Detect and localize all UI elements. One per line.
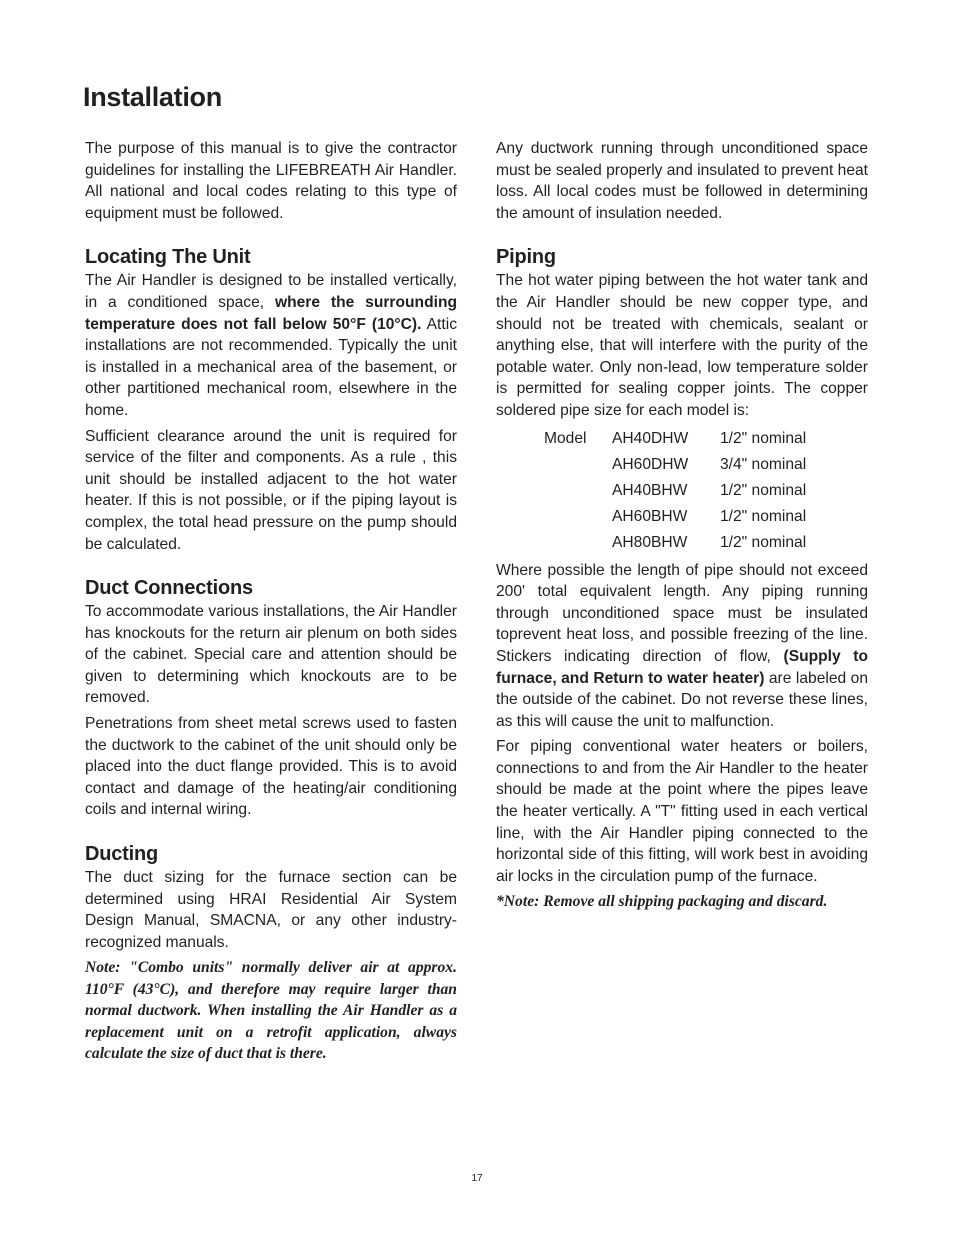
- duct-connections-heading: Duct Connections: [85, 577, 253, 600]
- ductwork-paragraph: Any ductwork running through unconditioned space must be sealed properly and insulated to prevent heat loss. All local codes must be followed in determining the amount of insulation needed.: [496, 140, 868, 222]
- size-cell: 3/4" nominal: [720, 455, 807, 473]
- model-cell: AH60DHW: [612, 455, 689, 473]
- piping-paragraph-1: The hot water piping between the hot water tank and the Air Handler should be new copper type, and should not be treated with chemicals, sealant or anything else, that will interfere with the purity of the potable water. Only non-lead, low temperature solder is permitted for sealing copper joints. The copper soldered pipe size for each model is:: [496, 272, 868, 419]
- model-cell: AH40DHW: [612, 429, 689, 447]
- piping-text-bold: (Supply to furnace, and Return to water heater): [496, 647, 868, 687]
- locating-paragraph-1: [85, 270, 457, 421]
- table-row: [496, 478, 868, 504]
- left-column: [85, 138, 457, 1064]
- size-cell: 1/2" nominal: [720, 533, 807, 551]
- piping-text-b: are labeled on the outside of the cabinet. Do not reverse these lines, as this will cause the unit to malfunction.: [496, 669, 868, 730]
- model-cell: AH40BHW: [612, 481, 688, 499]
- locating-text-b: Attic installations are not recommended. Typically the unit is installed in a mechanical area of the basement, or other partitioned mechanical room, elsewhere in the home.: [85, 315, 457, 419]
- size-cell: 1/2" nominal: [720, 507, 807, 525]
- size-cell: 1/2" nominal: [720, 481, 807, 499]
- model-cell: AH80BHW: [612, 533, 688, 551]
- right-column: [496, 138, 868, 913]
- locating-text-bold: where the surrounding temperature does not fall below 50°F (10°C).: [85, 293, 457, 333]
- ducting-paragraph: The duct sizing for the furnace section can be determined using HRAI Residential Air System Design Manual, SMACNA, or any other industry-recognized manuals.: [85, 869, 457, 951]
- page-number: 17: [471, 1173, 483, 1184]
- piping-paragraph-2: [496, 560, 868, 733]
- locating-heading: Locating The Unit: [85, 246, 251, 269]
- table-row: [496, 504, 868, 530]
- shipping-note: *Note: Remove all shipping packaging and discard.: [496, 893, 828, 911]
- table-row: [496, 452, 868, 478]
- table-label: Model: [544, 429, 587, 447]
- size-cell: 1/2" nominal: [720, 429, 807, 447]
- piping-text-a: Where possible the length of pipe should not exceed 200' total equivalent length. Any piping running through unconditioned space must be insulated toprevent heat loss, and possible freezing of the line. Stickers indicating direction of flow,: [496, 561, 868, 665]
- table-row: [496, 530, 868, 556]
- duct-connections-paragraph-2: Penetrations from sheet metal screws used to fasten the ductwork to the cabinet of the unit should only be placed into the duct flange provided. This is to avoid contact and damage of the heating/air conditioning coils and internal wiring.: [85, 715, 457, 819]
- intro-paragraph: The purpose of this manual is to give the contractor guidelines for installing the LIFEBREATH Air Handler. All national and local codes relating to this type of equipment must be followed.: [85, 140, 457, 222]
- piping-paragraph-3: For piping conventional water heaters or boilers, connections to and from the Air Handler to the heater should be made at the point where the pipes leave the heater vertically. A "T" fitting used in each vertical line, with the Air Handler piping connected to the horizontal side of this fitting, will work best in avoiding air locks in the circulation pump of the furnace.: [496, 738, 868, 885]
- page-title: Installation: [83, 82, 222, 112]
- duct-connections-paragraph-1: To accommodate various installations, the Air Handler has knockouts for the return air plenum on both sides of the cabinet. Special care and attention should be given to determining which knockouts are to be removed.: [85, 603, 457, 707]
- locating-paragraph-2: Sufficient clearance around the unit is required for service of the filter and components. As a rule , this unit should be installed adjacent to the hot water heater. If this is not possible, or if the piping layout is complex, the total head pressure on the pump should be calculated.: [85, 427, 457, 553]
- table-row: [496, 426, 868, 452]
- pipe-size-table: [496, 426, 868, 556]
- locating-text-a: The Air Handler is designed to be installed vertically, in a conditioned space,: [85, 272, 457, 311]
- ducting-note: Note: "Combo units" normally deliver air at approx. 110°F (43°C), and therefore may require larger than normal ductwork. When installing the Air Handler as a replacement unit on a retrofit application, always calculate the size of duct that is there.: [85, 959, 457, 1063]
- piping-heading: Piping: [496, 246, 556, 269]
- model-cell: AH60BHW: [612, 507, 688, 525]
- ducting-heading: Ducting: [85, 843, 159, 866]
